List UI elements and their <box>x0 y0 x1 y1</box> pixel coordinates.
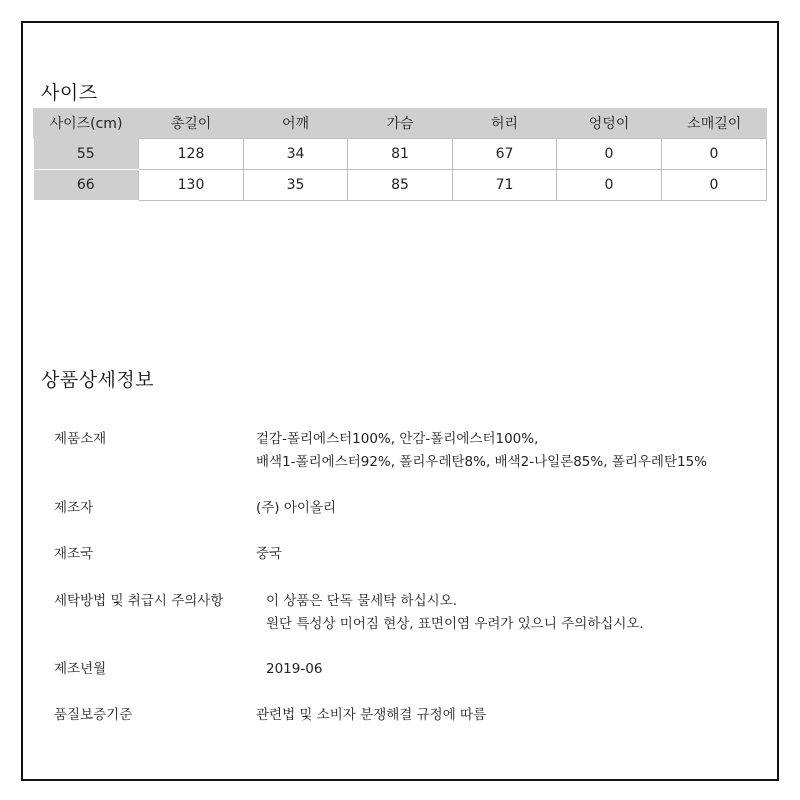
info-label: 재조국 <box>54 546 94 562</box>
size-table-header-row <box>34 108 767 139</box>
row-size-label: 55 <box>34 139 139 170</box>
table-cell: 34 <box>244 139 348 170</box>
size-section-title: 사이즈 <box>41 82 98 104</box>
header-chest: 가슴 <box>348 108 453 139</box>
header-shoulder: 어깨 <box>244 108 348 139</box>
info-value-line: 중국 <box>256 546 283 562</box>
table-cell: 0 <box>662 170 767 201</box>
info-value <box>256 704 756 727</box>
table-cell: 35 <box>244 170 348 201</box>
header-hip: 엉덩이 <box>557 108 662 139</box>
table-row <box>34 139 767 170</box>
info-value-line: 이 상품은 단독 물세탁 하십시오. <box>266 593 457 609</box>
table-cell: 0 <box>557 170 662 201</box>
header-total-length: 총길이 <box>139 108 244 139</box>
info-value <box>256 497 756 520</box>
info-value <box>266 658 766 681</box>
table-cell: 85 <box>348 170 453 201</box>
info-value-line: (주) 아이올리 <box>256 500 337 516</box>
info-label: 세탁방법 및 취급시 주의사항 <box>54 593 224 609</box>
info-value <box>256 543 756 566</box>
table-cell: 0 <box>557 139 662 170</box>
table-cell: 130 <box>139 170 244 201</box>
info-value <box>266 590 766 636</box>
info-label: 제조자 <box>54 500 94 516</box>
info-value-line: 겉감-폴리에스터100%, 안감-폴리에스터100%, <box>256 431 539 447</box>
info-value-line: 2019-06 <box>266 661 323 677</box>
header-waist: 허리 <box>453 108 557 139</box>
info-label: 품질보증기준 <box>54 707 133 723</box>
header-size: 사이즈(cm) <box>34 108 139 139</box>
table-cell: 128 <box>139 139 244 170</box>
row-size-label: 66 <box>34 170 139 201</box>
size-table <box>33 108 767 201</box>
info-value-line: 원단 특성상 미어짐 현상, 표면이염 우려가 있으니 주의하십시오. <box>266 616 644 632</box>
table-cell: 71 <box>453 170 557 201</box>
header-sleeve-length: 소매길이 <box>662 108 767 139</box>
info-value-line: 배색1-폴리에스터92%, 폴리우레탄8%, 배색2-나일론85%, 폴리우레탄15% <box>256 454 708 470</box>
table-cell: 67 <box>453 139 557 170</box>
info-value-line: 관련법 및 소비자 분쟁해결 규정에 따름 <box>256 707 487 723</box>
info-label: 제조년월 <box>54 661 107 677</box>
info-value <box>256 428 756 474</box>
table-cell: 0 <box>662 139 767 170</box>
detail-section-title: 상품상세정보 <box>41 369 155 391</box>
info-label: 제품소재 <box>54 431 107 447</box>
table-row <box>34 170 767 201</box>
table-cell: 81 <box>348 139 453 170</box>
